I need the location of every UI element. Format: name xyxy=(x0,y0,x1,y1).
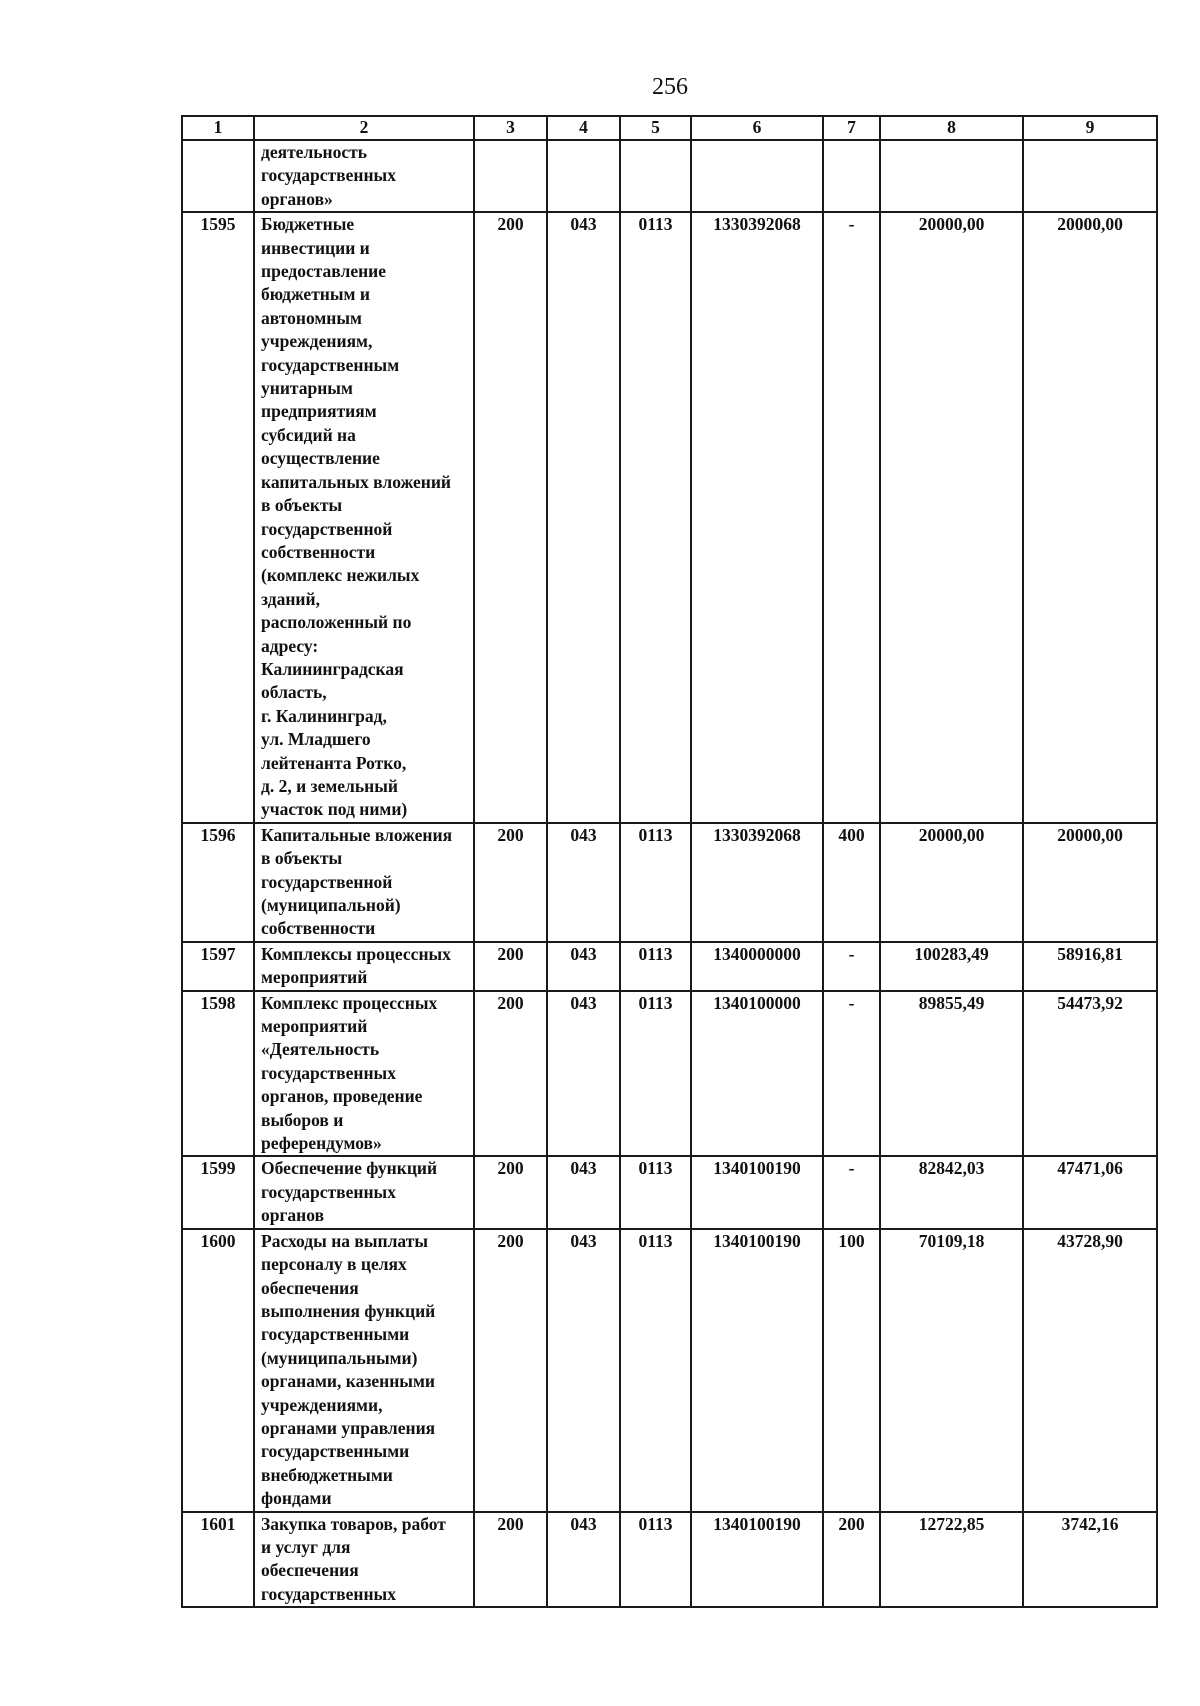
description-line: Комплексы процессных xyxy=(261,943,451,964)
col7-cell: 200 xyxy=(823,1512,880,1608)
description-line: выполнения функций xyxy=(261,1300,436,1321)
col4-cell: 043 xyxy=(547,823,620,942)
page-number: 256 xyxy=(652,74,688,100)
col3-cell: 200 xyxy=(474,942,547,991)
description-line: государственных xyxy=(261,1062,396,1083)
description-line: субсидий на xyxy=(261,424,356,445)
col3-cell: 200 xyxy=(474,1512,547,1608)
row-number-cell: 1595 xyxy=(182,212,254,823)
description-line: адресу: xyxy=(261,635,319,656)
description-line: собственности xyxy=(261,541,376,562)
description-line: инвестиции и xyxy=(261,237,370,258)
header-cell-1: 1 xyxy=(182,116,254,140)
col7-cell: - xyxy=(823,1156,880,1228)
description-line: внебюджетными xyxy=(261,1464,393,1485)
description-line: обеспечения xyxy=(261,1277,359,1298)
description-line: Капитальные вложения xyxy=(261,824,453,845)
table-row xyxy=(182,212,1157,823)
description-line: государственной xyxy=(261,518,393,539)
description-line: органов, проведение xyxy=(261,1086,423,1107)
description-line: органов» xyxy=(261,188,333,209)
description-line: (муниципальными) xyxy=(261,1347,418,1368)
col4-cell: 043 xyxy=(547,1512,620,1608)
description-line: расположенный по xyxy=(261,612,412,633)
col6-cell: 1340100190 xyxy=(691,1156,823,1228)
description-line: в объекты xyxy=(261,495,343,516)
col9-cell: 20000,00 xyxy=(1023,823,1157,942)
description-line: участок под ними) xyxy=(261,799,408,820)
description-line: (комплекс нежилых xyxy=(261,565,420,586)
table-row xyxy=(182,942,1157,991)
col5-cell xyxy=(620,140,691,212)
col6-cell: 1330392068 xyxy=(691,212,823,823)
col8-cell: 100283,49 xyxy=(880,942,1023,991)
col3-cell: 200 xyxy=(474,991,547,1157)
description-cell xyxy=(254,212,474,823)
col5-cell: 0113 xyxy=(620,823,691,942)
description-line: собственности xyxy=(261,918,376,939)
description-line: автономным xyxy=(261,307,362,328)
description-line: государственными xyxy=(261,1441,410,1462)
description-line: Комплекс процессных xyxy=(261,992,438,1013)
col9-cell: 47471,06 xyxy=(1023,1156,1157,1228)
description-line: учреждениями, xyxy=(261,1394,383,1415)
col5-cell: 0113 xyxy=(620,1156,691,1228)
description-line: предоставление xyxy=(261,261,387,282)
row-number-cell: 1597 xyxy=(182,942,254,991)
table-row xyxy=(182,1229,1157,1512)
col3-cell: 200 xyxy=(474,1156,547,1228)
budget-table xyxy=(181,115,1158,1608)
description-line: ул. Младшего xyxy=(261,729,371,750)
col8-cell xyxy=(880,140,1023,212)
description-line: Закупка товаров, работ xyxy=(261,1513,446,1534)
col8-cell: 12722,85 xyxy=(880,1512,1023,1608)
col9-cell xyxy=(1023,140,1157,212)
description-cell xyxy=(254,823,474,942)
row-number-cell: 1596 xyxy=(182,823,254,942)
col8-cell: 20000,00 xyxy=(880,212,1023,823)
col3-cell xyxy=(474,140,547,212)
header-cell-2: 2 xyxy=(254,116,474,140)
col6-cell: 1340100000 xyxy=(691,991,823,1157)
col9-cell: 3742,16 xyxy=(1023,1512,1157,1608)
table-header-row xyxy=(182,116,1157,140)
row-number-cell: 1601 xyxy=(182,1512,254,1608)
col5-cell: 0113 xyxy=(620,942,691,991)
header-cell-4: 4 xyxy=(547,116,620,140)
col3-cell: 200 xyxy=(474,823,547,942)
col7-cell: - xyxy=(823,991,880,1157)
description-line: Расходы на выплаты xyxy=(261,1230,428,1251)
description-cell xyxy=(254,991,474,1157)
col8-cell: 20000,00 xyxy=(880,823,1023,942)
header-cell-7: 7 xyxy=(823,116,880,140)
col6-cell: 1340100190 xyxy=(691,1512,823,1608)
col8-cell: 70109,18 xyxy=(880,1229,1023,1512)
col9-cell: 20000,00 xyxy=(1023,212,1157,823)
description-line: область, xyxy=(261,682,327,703)
description-line: лейтенанта Ротко, xyxy=(261,752,407,773)
row-number-cell: 1599 xyxy=(182,1156,254,1228)
header-cell-9: 9 xyxy=(1023,116,1157,140)
table-body xyxy=(182,116,1157,1607)
header-cell-8: 8 xyxy=(880,116,1023,140)
col8-cell: 89855,49 xyxy=(880,991,1023,1157)
table-row xyxy=(182,991,1157,1157)
col6-cell xyxy=(691,140,823,212)
description-line: обеспечения xyxy=(261,1560,359,1581)
col4-cell: 043 xyxy=(547,1229,620,1512)
col7-cell: - xyxy=(823,942,880,991)
description-line: (муниципальной) xyxy=(261,895,401,915)
col5-cell: 0113 xyxy=(620,1229,691,1512)
table-row xyxy=(182,1156,1157,1228)
description-line: и услуг для xyxy=(261,1536,351,1557)
col9-cell: 54473,92 xyxy=(1023,991,1157,1157)
description-cell xyxy=(254,140,474,212)
table-row xyxy=(182,823,1157,942)
col9-cell: 58916,81 xyxy=(1023,942,1157,991)
row-number-cell: 1598 xyxy=(182,991,254,1157)
description-line: органами управления xyxy=(261,1417,436,1438)
col4-cell: 043 xyxy=(547,1156,620,1228)
table-row xyxy=(182,140,1157,212)
description-line: государственных xyxy=(261,1181,396,1202)
col3-cell: 200 xyxy=(474,212,547,823)
description-line: Калининградская xyxy=(261,658,404,679)
header-cell-3: 3 xyxy=(474,116,547,140)
description-line: капитальных вложений xyxy=(261,471,451,492)
col7-cell: - xyxy=(823,212,880,823)
description-line: предприятиям xyxy=(261,401,377,422)
col4-cell: 043 xyxy=(547,212,620,823)
row-number-cell: 1600 xyxy=(182,1229,254,1512)
description-line: г. Калининград, xyxy=(261,705,387,726)
description-line: мероприятий xyxy=(261,1016,368,1037)
description-line: государственной xyxy=(261,871,393,892)
col4-cell: 043 xyxy=(547,991,620,1157)
col4-cell: 043 xyxy=(547,942,620,991)
col7-cell: 400 xyxy=(823,823,880,942)
description-line: персоналу в целях xyxy=(261,1254,407,1275)
description-line: Обеспечение функций xyxy=(261,1158,438,1179)
description-cell xyxy=(254,942,474,991)
col3-cell: 200 xyxy=(474,1229,547,1512)
description-cell xyxy=(254,1512,474,1608)
col7-cell: 100 xyxy=(823,1229,880,1512)
description-line: д. 2, и земельный xyxy=(261,775,398,796)
description-line: учреждениям, xyxy=(261,331,373,352)
description-cell xyxy=(254,1156,474,1228)
description-line: государственных xyxy=(261,1583,396,1604)
description-line: государственных xyxy=(261,165,396,186)
description-line: мероприятий xyxy=(261,967,368,988)
header-cell-5: 5 xyxy=(620,116,691,140)
col5-cell: 0113 xyxy=(620,212,691,823)
col9-cell: 43728,90 xyxy=(1023,1229,1157,1512)
description-line: органов xyxy=(261,1205,325,1226)
col6-cell: 1340000000 xyxy=(691,942,823,991)
table-row xyxy=(182,1512,1157,1608)
col6-cell: 1340100190 xyxy=(691,1229,823,1512)
header-cell-6: 6 xyxy=(691,116,823,140)
col6-cell: 1330392068 xyxy=(691,823,823,942)
description-cell xyxy=(254,1229,474,1512)
description-line: государственным xyxy=(261,354,400,375)
description-line: в объекты xyxy=(261,848,343,869)
col4-cell xyxy=(547,140,620,212)
description-line: деятельность xyxy=(261,142,367,162)
description-line: зданий, xyxy=(261,588,320,609)
col7-cell xyxy=(823,140,880,212)
description-line: осуществление xyxy=(261,448,380,469)
description-line: унитарным xyxy=(261,378,353,399)
col5-cell: 0113 xyxy=(620,1512,691,1608)
description-line: фондами xyxy=(261,1488,332,1509)
description-line: органами, казенными xyxy=(261,1371,435,1392)
description-line: Бюджетные xyxy=(261,214,355,235)
description-line: бюджетным и xyxy=(261,284,370,305)
description-line: «Деятельность xyxy=(261,1039,380,1060)
description-line: выборов и xyxy=(261,1109,344,1130)
col5-cell: 0113 xyxy=(620,991,691,1157)
row-number-cell xyxy=(182,140,254,212)
col8-cell: 82842,03 xyxy=(880,1156,1023,1228)
description-line: государственными xyxy=(261,1324,410,1345)
description-line: референдумов» xyxy=(261,1133,382,1154)
